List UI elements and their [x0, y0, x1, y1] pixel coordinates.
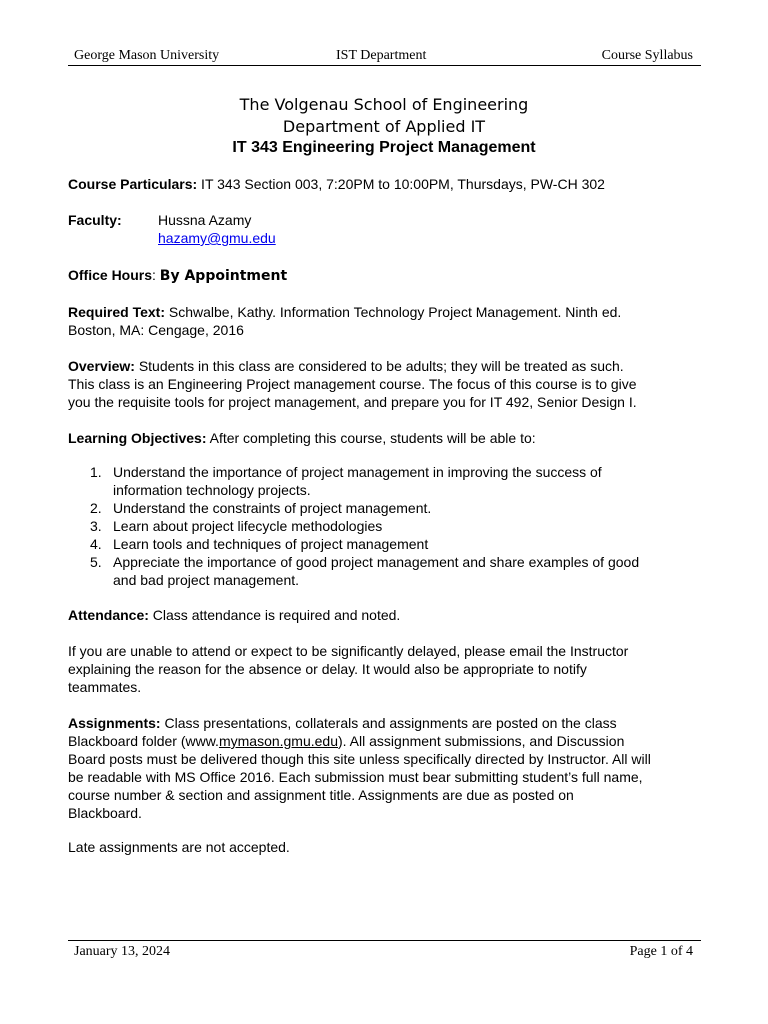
assignments-line6: Blackboard.	[68, 805, 142, 821]
list-item-text: Learn about project lifecycle methodologies	[113, 518, 383, 534]
required-text-line2: Boston, MA: Cengage, 2016	[68, 322, 244, 338]
footer-page-number: Page 1 of 4	[629, 944, 693, 959]
overview-line1: Students in this class are considered to be adults; they will be treated as such.	[134, 358, 624, 374]
assignments-line4: be readable with MS Office 2016. Each submission must bear submitting student’s full name,	[68, 769, 643, 785]
overview-line2: This class is an Engineering Project management course. The focus of this course is to give	[68, 376, 637, 392]
course-particulars-label: Course Particulars:	[68, 176, 198, 192]
list-item-number: 2.	[90, 500, 102, 516]
assignments-label: Assignments:	[68, 715, 161, 731]
faculty-label: Faculty:	[68, 212, 122, 228]
objectives-list	[68, 463, 688, 589]
assignments-line2-post: ). All assignment submissions, and Discussion	[338, 733, 625, 749]
faculty-name: Hussna Azamy	[158, 212, 252, 228]
department-title: Department of Applied IT	[282, 117, 486, 136]
course-title: IT 343 Engineering Project Management	[232, 139, 536, 156]
list-item-text: Understand the constraints of project management.	[113, 500, 432, 516]
assignments-line5: course number & section and assignment title. Assignments are due as posted on	[68, 787, 574, 803]
learning-objectives-intro: After completing this course, students will be able to:	[206, 430, 536, 446]
list-item-number: 4.	[90, 536, 102, 552]
office-hours-value: By Appointment	[159, 268, 288, 284]
course-particulars-value: IT 343 Section 003, 7:20PM to 10:00PM, Thursdays, PW-CH 302	[197, 176, 605, 192]
list-item-number: 3.	[90, 518, 102, 534]
list-item	[68, 463, 688, 499]
office-hours	[68, 266, 708, 285]
header-doc-type: Course Syllabus	[601, 48, 693, 63]
attendance	[68, 606, 708, 624]
course-particulars	[68, 175, 708, 193]
learning-objectives-label: Learning Objectives:	[68, 430, 207, 446]
list-item	[68, 535, 688, 553]
office-hours-colon: :	[152, 267, 160, 283]
attendance-paragraph	[68, 642, 708, 696]
required-text	[68, 303, 708, 339]
list-item	[68, 517, 688, 535]
list-item-text-cont: information technology projects.	[113, 482, 311, 498]
attendance-label: Attendance:	[68, 607, 149, 623]
assignments-line3: Board posts must be delivered though this site unless specifically directed by Instructor. All will	[68, 751, 651, 767]
assignments-line1: Class presentations, collaterals and assignments are posted on the class	[160, 715, 617, 731]
footer-divider	[68, 940, 701, 941]
list-item	[68, 553, 688, 589]
mymason-link[interactable]: mymason.gmu.edu	[218, 733, 339, 749]
list-item-text-cont: and bad project management.	[113, 572, 300, 588]
attendance-value: Class attendance is required and noted.	[148, 607, 401, 623]
late-policy: Late assignments are not accepted.	[68, 839, 290, 855]
school-title: The Volgenau School of Engineering	[239, 95, 529, 114]
faculty-email-text[interactable]: hazamy@gmu.edu	[158, 230, 276, 246]
assignments-line2-pre: Blackboard folder (www.	[68, 733, 219, 749]
list-item-text: Understand the importance of project management in improving the success of	[113, 464, 602, 480]
assignments	[68, 714, 708, 822]
list-item-number: 5.	[90, 554, 102, 570]
page-header	[68, 47, 701, 65]
header-department: IST Department	[336, 48, 427, 63]
required-text-line1: Schwalbe, Kathy. Information Technology Project Management. Ninth ed.	[164, 304, 622, 320]
header-university: George Mason University	[74, 48, 220, 63]
learning-objectives	[68, 429, 708, 447]
overview	[68, 357, 708, 411]
attendance-para-line3: teammates.	[68, 679, 142, 695]
overview-label: Overview:	[68, 358, 135, 374]
attendance-para-line1: If you are unable to attend or expect to be significantly delayed, please email the Instructor	[68, 643, 629, 659]
list-item-text: Appreciate the importance of good project management and share examples of good	[113, 554, 640, 570]
attendance-para-line2: explaining the reason for the absence or delay. It would also be appropriate to notify	[68, 661, 587, 677]
footer-date: January 13, 2024	[74, 944, 171, 959]
office-hours-label: Office Hours	[68, 267, 153, 283]
required-text-label: Required Text:	[68, 304, 165, 320]
list-item-text: Learn tools and techniques of project management	[113, 536, 429, 552]
faculty-email-link[interactable]	[158, 229, 276, 247]
page-footer	[68, 943, 701, 961]
list-item	[68, 499, 688, 517]
list-item-number: 1.	[90, 464, 102, 480]
overview-line3: you the requisite tools for project management, and prepare you for IT 492, Senior Design I.	[68, 394, 637, 410]
header-divider	[68, 65, 701, 66]
